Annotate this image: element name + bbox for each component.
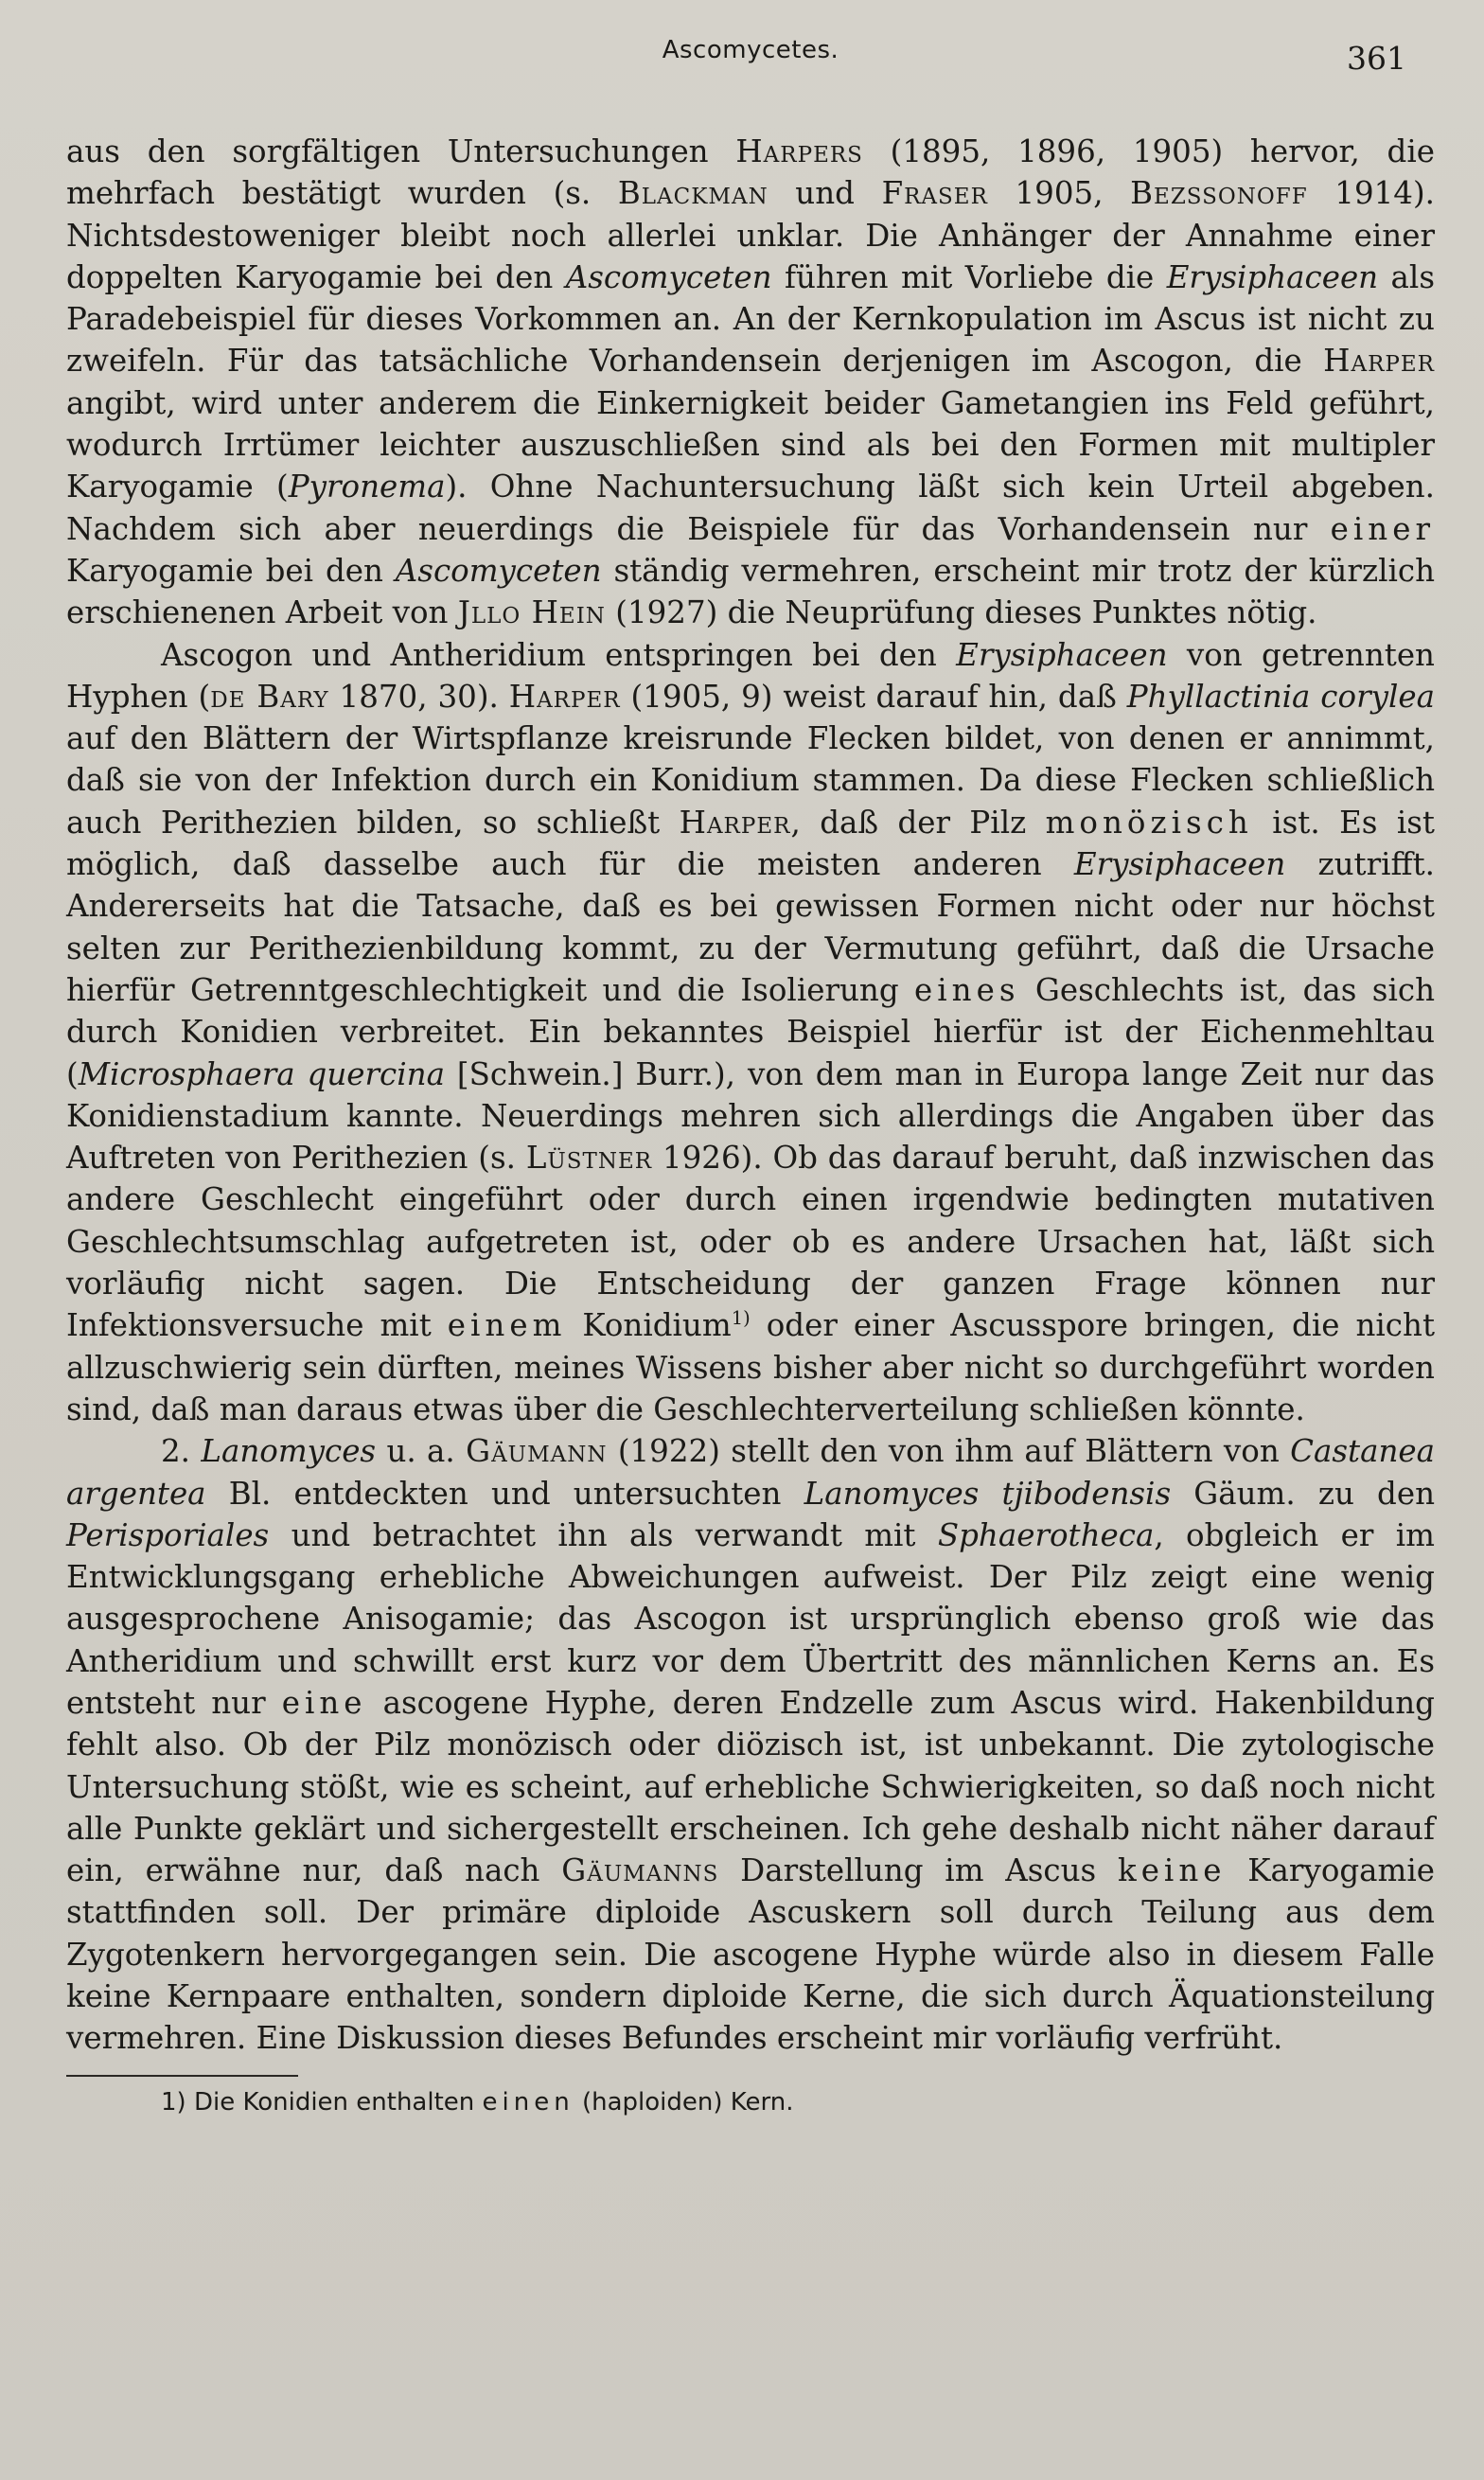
text-run: ). Ohne Nachuntersuchung läßt sich kein Urteil abgeben. Nachdem sich aber neuerdings die Beispiele für das Vorhandensein nur — [66, 469, 1435, 547]
taxon-name: Pyronema — [288, 469, 446, 505]
taxon-name: Erysiphaceen — [1073, 846, 1286, 883]
text-run: (haploiden) Kern. — [574, 2087, 794, 2117]
text-run: , obgleich er im Entwicklungsgang erhebliche Abweichungen aufweist. Der Pilz zeigt eine wenig ausgesprochene Anisogamie; das Ascogon ist ursprünglich ebenso groß wie das Antheridium und schwillt erst kurz vor dem Übertritt des männlichen Kerns an. Es entsteht nur — [66, 1516, 1435, 1721]
text-run: von getrennten Hyphen ( — [66, 636, 1435, 715]
text-run: [Schwein.] Burr.), von dem man in Europa lange Zeit nur das Konidienstadium kannte. Neuerdings mehren sich allerdings die Angaben über das Auftreten von Perithezien (s. — [66, 1055, 1435, 1177]
taxon-name: Erysiphaceen — [1166, 258, 1379, 295]
text-run: Geschlechts ist, das sich durch Konidien verbreitet. Ein bekanntes Beispiel hierfür ist der Eichenmehltau ( — [66, 971, 1436, 1092]
text-run: ist. Es ist möglich, daß dasselbe auch für die meisten anderen — [66, 804, 1435, 883]
text-run: 1) Die Konidien enthalten — [161, 2087, 483, 2117]
taxon-name: Castanea argentea — [66, 1433, 1435, 1512]
spaced-emphasis: monözisch — [1045, 804, 1253, 841]
text-run: Gäum. zu den — [1171, 1475, 1435, 1512]
footnote — [66, 2086, 1435, 2118]
text-run: auf den Blättern der Wirtspflanze kreisrunde Flecken bildet, von denen er annimmt, daß sie von der Infektion durch ein Konidium stammen. Da diese Flecken schließlich auch Perithezien bilden, so schließt — [66, 720, 1435, 841]
text-run: Ascogon und Antheridium entspringen bei den — [161, 636, 957, 673]
text-run: führen mit Vorliebe die — [771, 258, 1167, 295]
running-title: Ascomycetes. — [662, 36, 839, 64]
text-run: 2. — [161, 1433, 202, 1470]
footnote-rule — [66, 2075, 298, 2077]
text-run: als Paradebeispiel für dieses Vorkommen an. An der Kernkopulation im Ascus ist nicht zu zweifeln. Für das tatsächliche Vorhandensein derjenigen im Ascogon, die — [66, 258, 1436, 380]
text-run: ständig vermehren, erscheint mir trotz der kürzlich erschienenen Arbeit von — [66, 552, 1435, 631]
author-name: Harper — [679, 804, 791, 841]
text-run: aus den sorgfältigen Untersuchungen — [66, 133, 736, 169]
taxon-name: Sphaerotheca — [937, 1516, 1155, 1553]
text-run: und — [768, 175, 882, 212]
author-name: Harper — [1323, 343, 1435, 380]
paragraph-3 — [66, 1430, 1435, 2059]
footnote-marker: 1) — [731, 1307, 751, 1330]
text-run: oder einer Ascusspore bringen, die nicht allzuschwierig sein dürften, meines Wissens bisher aber nicht so durchgeführt worden sind, daß man daraus etwas über die Geschlechterverteilung schließen könnte. — [66, 1307, 1435, 1427]
text-run: angibt, wird unter anderem die Einkernigkeit beider Gametangien ins Feld geführt, wodurch Irrtümer leichter auszuschließen sind als bei den Formen mit multipler Karyogamie ( — [66, 384, 1435, 505]
text-run: 1905, — [987, 175, 1131, 212]
author-name: de Bary — [210, 678, 329, 715]
author-name: Fraser — [881, 175, 988, 212]
author-name: Harper — [508, 678, 621, 715]
text-run: (1922) stellt den von ihm auf Blättern von — [607, 1433, 1291, 1470]
text-run: Konidium — [566, 1307, 732, 1344]
taxon-name: Ascomyceten — [565, 258, 772, 295]
page-header — [66, 28, 1435, 85]
text-run: (1905, 9) weist darauf hin, daß — [620, 678, 1127, 715]
text-run: zutrifft. Andererseits hat die Tatsache, daß es bei gewissen Formen nicht oder nur höchst selten zur Perithezienbildung kommt, zu der Vermutung geführt, daß die Ursache hierfür Getrenntgeschlechtigkeit und die Isolierung — [66, 846, 1436, 1008]
text-run: , daß der Pilz — [790, 804, 1046, 841]
spaced-emphasis: einen — [482, 2087, 574, 2117]
text-run: Darstellung im Ascus — [718, 1852, 1118, 1889]
taxon-name: Phyllactinia corylea — [1126, 678, 1435, 715]
text-run: Bl. entdeckten und untersuchten — [205, 1475, 804, 1512]
body-text — [66, 131, 1435, 2060]
paragraph-1 — [66, 131, 1435, 634]
author-name: Lüstner — [525, 1140, 653, 1177]
spaced-emphasis: eines — [914, 971, 1020, 1008]
author-name: Blackman — [617, 175, 768, 212]
text-run: u. a. — [376, 1433, 467, 1470]
author-name: Jllo Hein — [457, 594, 606, 631]
author-name: Gäumann — [466, 1433, 608, 1470]
text-run: 1914). Nichtsdestoweniger bleibt noch allerlei unklar. Die Anhänger der Annahme einer doppelten Karyogamie bei den — [66, 175, 1435, 295]
text-run: (1895, 1896, 1905) hervor, die mehrfach bestätigt wurden (s. — [66, 133, 1435, 212]
author-name: Harpers — [735, 133, 863, 169]
spaced-emphasis: einem — [447, 1307, 567, 1344]
text-run: 1870, 30). — [328, 678, 509, 715]
taxon-name: Erysiphaceen — [956, 636, 1168, 673]
page-number: 361 — [1347, 40, 1406, 77]
text-run: Karyogamie bei den — [66, 552, 396, 589]
text-run: 1926). Ob das darauf beruht, daß inzwischen das andere Geschlecht eingeführt oder durch einen irgendwie bedingten mutativen Geschlechtsumschlag aufgetreten ist, oder ob es andere Ursachen hat, läßt sich vorläufig nicht sagen. Die Entscheidung der ganzen Frage können nur Infektionsversuche mit — [66, 1140, 1435, 1344]
taxon-name: Lanomyces tjibodensis — [804, 1475, 1172, 1512]
author-name: Bezssonoff — [1130, 175, 1308, 212]
text-run: und betrachtet ihn als verwandt mit — [269, 1516, 938, 1553]
text-run: (1927) die Neuprüfung dieses Punktes nötig. — [605, 594, 1317, 631]
paragraph-2 — [66, 634, 1435, 1431]
taxon-name: Ascomyceten — [395, 552, 602, 589]
text-run: ascogene Hyphe, deren Endzelle zum Ascus wird. Hakenbildung fehlt also. Ob der Pilz monözisch oder diözisch ist, ist unbekannt. Die zytologische Untersuchung stößt, wie es scheint, auf erhebliche Schwierigkeiten, so daß noch nicht alle Punkte geklärt und sichergestellt erscheinen. Ich gehe deshalb nicht näher darauf ein, erwähne nur, daß nach — [66, 1684, 1435, 1889]
spaced-emphasis: einer — [1330, 510, 1435, 547]
taxon-name: Lanomyces — [201, 1433, 377, 1470]
spaced-emphasis: keine — [1118, 1852, 1227, 1889]
spaced-emphasis: eine — [281, 1684, 367, 1721]
taxon-name: Microsphaera quercina — [78, 1055, 445, 1092]
taxon-name: Perisporiales — [66, 1516, 270, 1553]
text-run: Karyogamie stattfinden soll. Der primäre diploide Ascuskern soll durch Teilung aus dem Zygotenkern hervorgegangen sein. Die ascogene Hyphe würde also in diesem Falle keine Kernpaare enthalten, sondern diploide Kerne, die sich durch Äquationsteilung vermehren. Eine Diskussion dieses Befundes erscheint mir vorläufig verfrüht. — [66, 1852, 1436, 2057]
author-name: Gäumanns — [561, 1852, 719, 1889]
